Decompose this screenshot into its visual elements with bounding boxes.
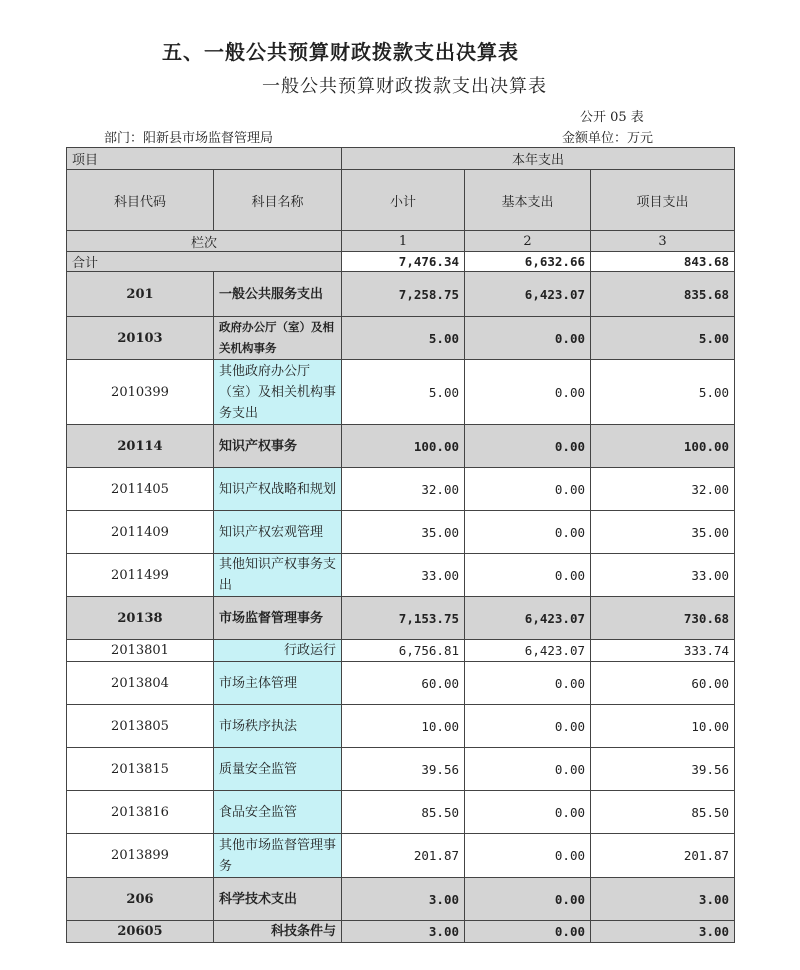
row-project: 5.00 [591,317,735,360]
row-name: 市场监督管理事务 [214,597,342,640]
table-row [67,834,735,878]
row-code: 20114 [67,425,214,468]
row-basic: 0.00 [465,705,591,748]
row-basic: 0.00 [465,425,591,468]
table-row [67,360,735,425]
table-row [67,511,735,554]
row-name: 知识产权事务 [214,425,342,468]
row-subtotal: 3.00 [342,921,465,943]
row-project: 201.87 [591,834,735,878]
row-project: 835.68 [591,272,735,317]
table-row [67,272,735,317]
row-project: 10.00 [591,705,735,748]
row-project: 3.00 [591,921,735,943]
row-subtotal: 3.00 [342,878,465,921]
row-basic: 0.00 [465,834,591,878]
row-basic: 0.00 [465,878,591,921]
row-subtotal: 7,153.75 [342,597,465,640]
table-row [67,640,735,662]
column-index-row [67,231,735,252]
row-subtotal: 60.00 [342,662,465,705]
header-item: 项目 [67,148,342,170]
row-basic: 0.00 [465,468,591,511]
row-subtotal: 39.56 [342,748,465,791]
row-name: 知识产权战略和规划 [214,468,342,511]
row-name: 食品安全监管 [214,791,342,834]
row-project: 333.74 [591,640,735,662]
table-row [67,425,735,468]
row-name: 其他政府办公厅（室）及相关机构事务支出 [214,360,342,425]
row-name: 其他市场监督管理事务 [214,834,342,878]
row-project: 60.00 [591,662,735,705]
row-name: 市场秩序执法 [214,705,342,748]
table-row [67,468,735,511]
row-subtotal: 33.00 [342,554,465,597]
row-name: 科技条件与 [214,921,342,943]
row-subtotal: 35.00 [342,511,465,554]
row-name: 知识产权宏观管理 [214,511,342,554]
row-basic: 0.00 [465,511,591,554]
total-row [67,252,735,272]
column-index-1: 1 [342,231,465,252]
header-code: 科目代码 [67,170,214,231]
total-project: 843.68 [591,252,735,272]
row-basic: 0.00 [465,317,591,360]
row-code: 2013899 [67,834,214,878]
header-subtotal: 小计 [342,170,465,231]
page-title: 五、一般公共预算财政拨款支出决算表 [162,40,519,64]
row-basic: 6,423.07 [465,272,591,317]
row-project: 730.68 [591,597,735,640]
table-row [67,791,735,834]
row-name: 行政运行 [214,640,342,662]
table-title: 一般公共预算财政拨款支出决算表 [262,76,547,97]
table-row [67,317,735,360]
row-code: 2011409 [67,511,214,554]
row-project: 100.00 [591,425,735,468]
row-code: 20103 [67,317,214,360]
table-row [67,554,735,597]
row-code: 2013815 [67,748,214,791]
header-project: 项目支出 [591,170,735,231]
row-project: 5.00 [591,360,735,425]
row-name: 其他知识产权事务支出 [214,554,342,597]
header-name: 科目名称 [214,170,342,231]
row-subtotal: 85.50 [342,791,465,834]
table-row [67,921,735,943]
row-subtotal: 5.00 [342,360,465,425]
column-index-3: 3 [591,231,735,252]
row-basic: 0.00 [465,360,591,425]
row-subtotal: 6,756.81 [342,640,465,662]
row-subtotal: 32.00 [342,468,465,511]
column-index-2: 2 [465,231,591,252]
row-basic: 6,423.07 [465,640,591,662]
expenditure-table [66,147,735,943]
row-project: 33.00 [591,554,735,597]
row-project: 32.00 [591,468,735,511]
row-code: 2013801 [67,640,214,662]
row-name: 质量安全监管 [214,748,342,791]
table-row [67,705,735,748]
amount-unit-label: 金额单位：万元 [562,131,654,146]
row-code: 2010399 [67,360,214,425]
total-basic: 6,632.66 [465,252,591,272]
row-basic: 0.00 [465,554,591,597]
header-row-columns [67,170,735,231]
row-basic: 0.00 [465,791,591,834]
row-project: 85.50 [591,791,735,834]
row-code: 2011405 [67,468,214,511]
row-code: 2013816 [67,791,214,834]
row-subtotal: 201.87 [342,834,465,878]
row-subtotal: 7,258.75 [342,272,465,317]
row-code: 206 [67,878,214,921]
table-row [67,662,735,705]
row-basic: 0.00 [465,662,591,705]
row-name: 科学技术支出 [214,878,342,921]
form-number: 公开 05 表 [580,110,644,125]
total-subtotal: 7,476.34 [342,252,465,272]
row-code: 20605 [67,921,214,943]
table-row [67,748,735,791]
row-name: 市场主体管理 [214,662,342,705]
row-name: 一般公共服务支出 [214,272,342,317]
row-subtotal: 5.00 [342,317,465,360]
row-code: 2013805 [67,705,214,748]
header-current-year: 本年支出 [342,148,735,170]
row-code: 2011499 [67,554,214,597]
table-row [67,597,735,640]
row-subtotal: 100.00 [342,425,465,468]
row-code: 201 [67,272,214,317]
row-project: 35.00 [591,511,735,554]
header-row-group [67,148,735,170]
row-code: 2013804 [67,662,214,705]
total-label: 合计 [67,252,342,272]
row-subtotal: 10.00 [342,705,465,748]
row-basic: 0.00 [465,921,591,943]
department-label: 部门：阳新县市场监督管理局 [104,131,274,146]
row-name: 政府办公厅（室）及相关机构事务 [214,317,342,360]
row-code: 20138 [67,597,214,640]
table-row [67,878,735,921]
row-project: 3.00 [591,878,735,921]
row-basic: 6,423.07 [465,597,591,640]
row-project: 39.56 [591,748,735,791]
column-index-label: 栏次 [67,231,342,252]
row-basic: 0.00 [465,748,591,791]
header-basic: 基本支出 [465,170,591,231]
